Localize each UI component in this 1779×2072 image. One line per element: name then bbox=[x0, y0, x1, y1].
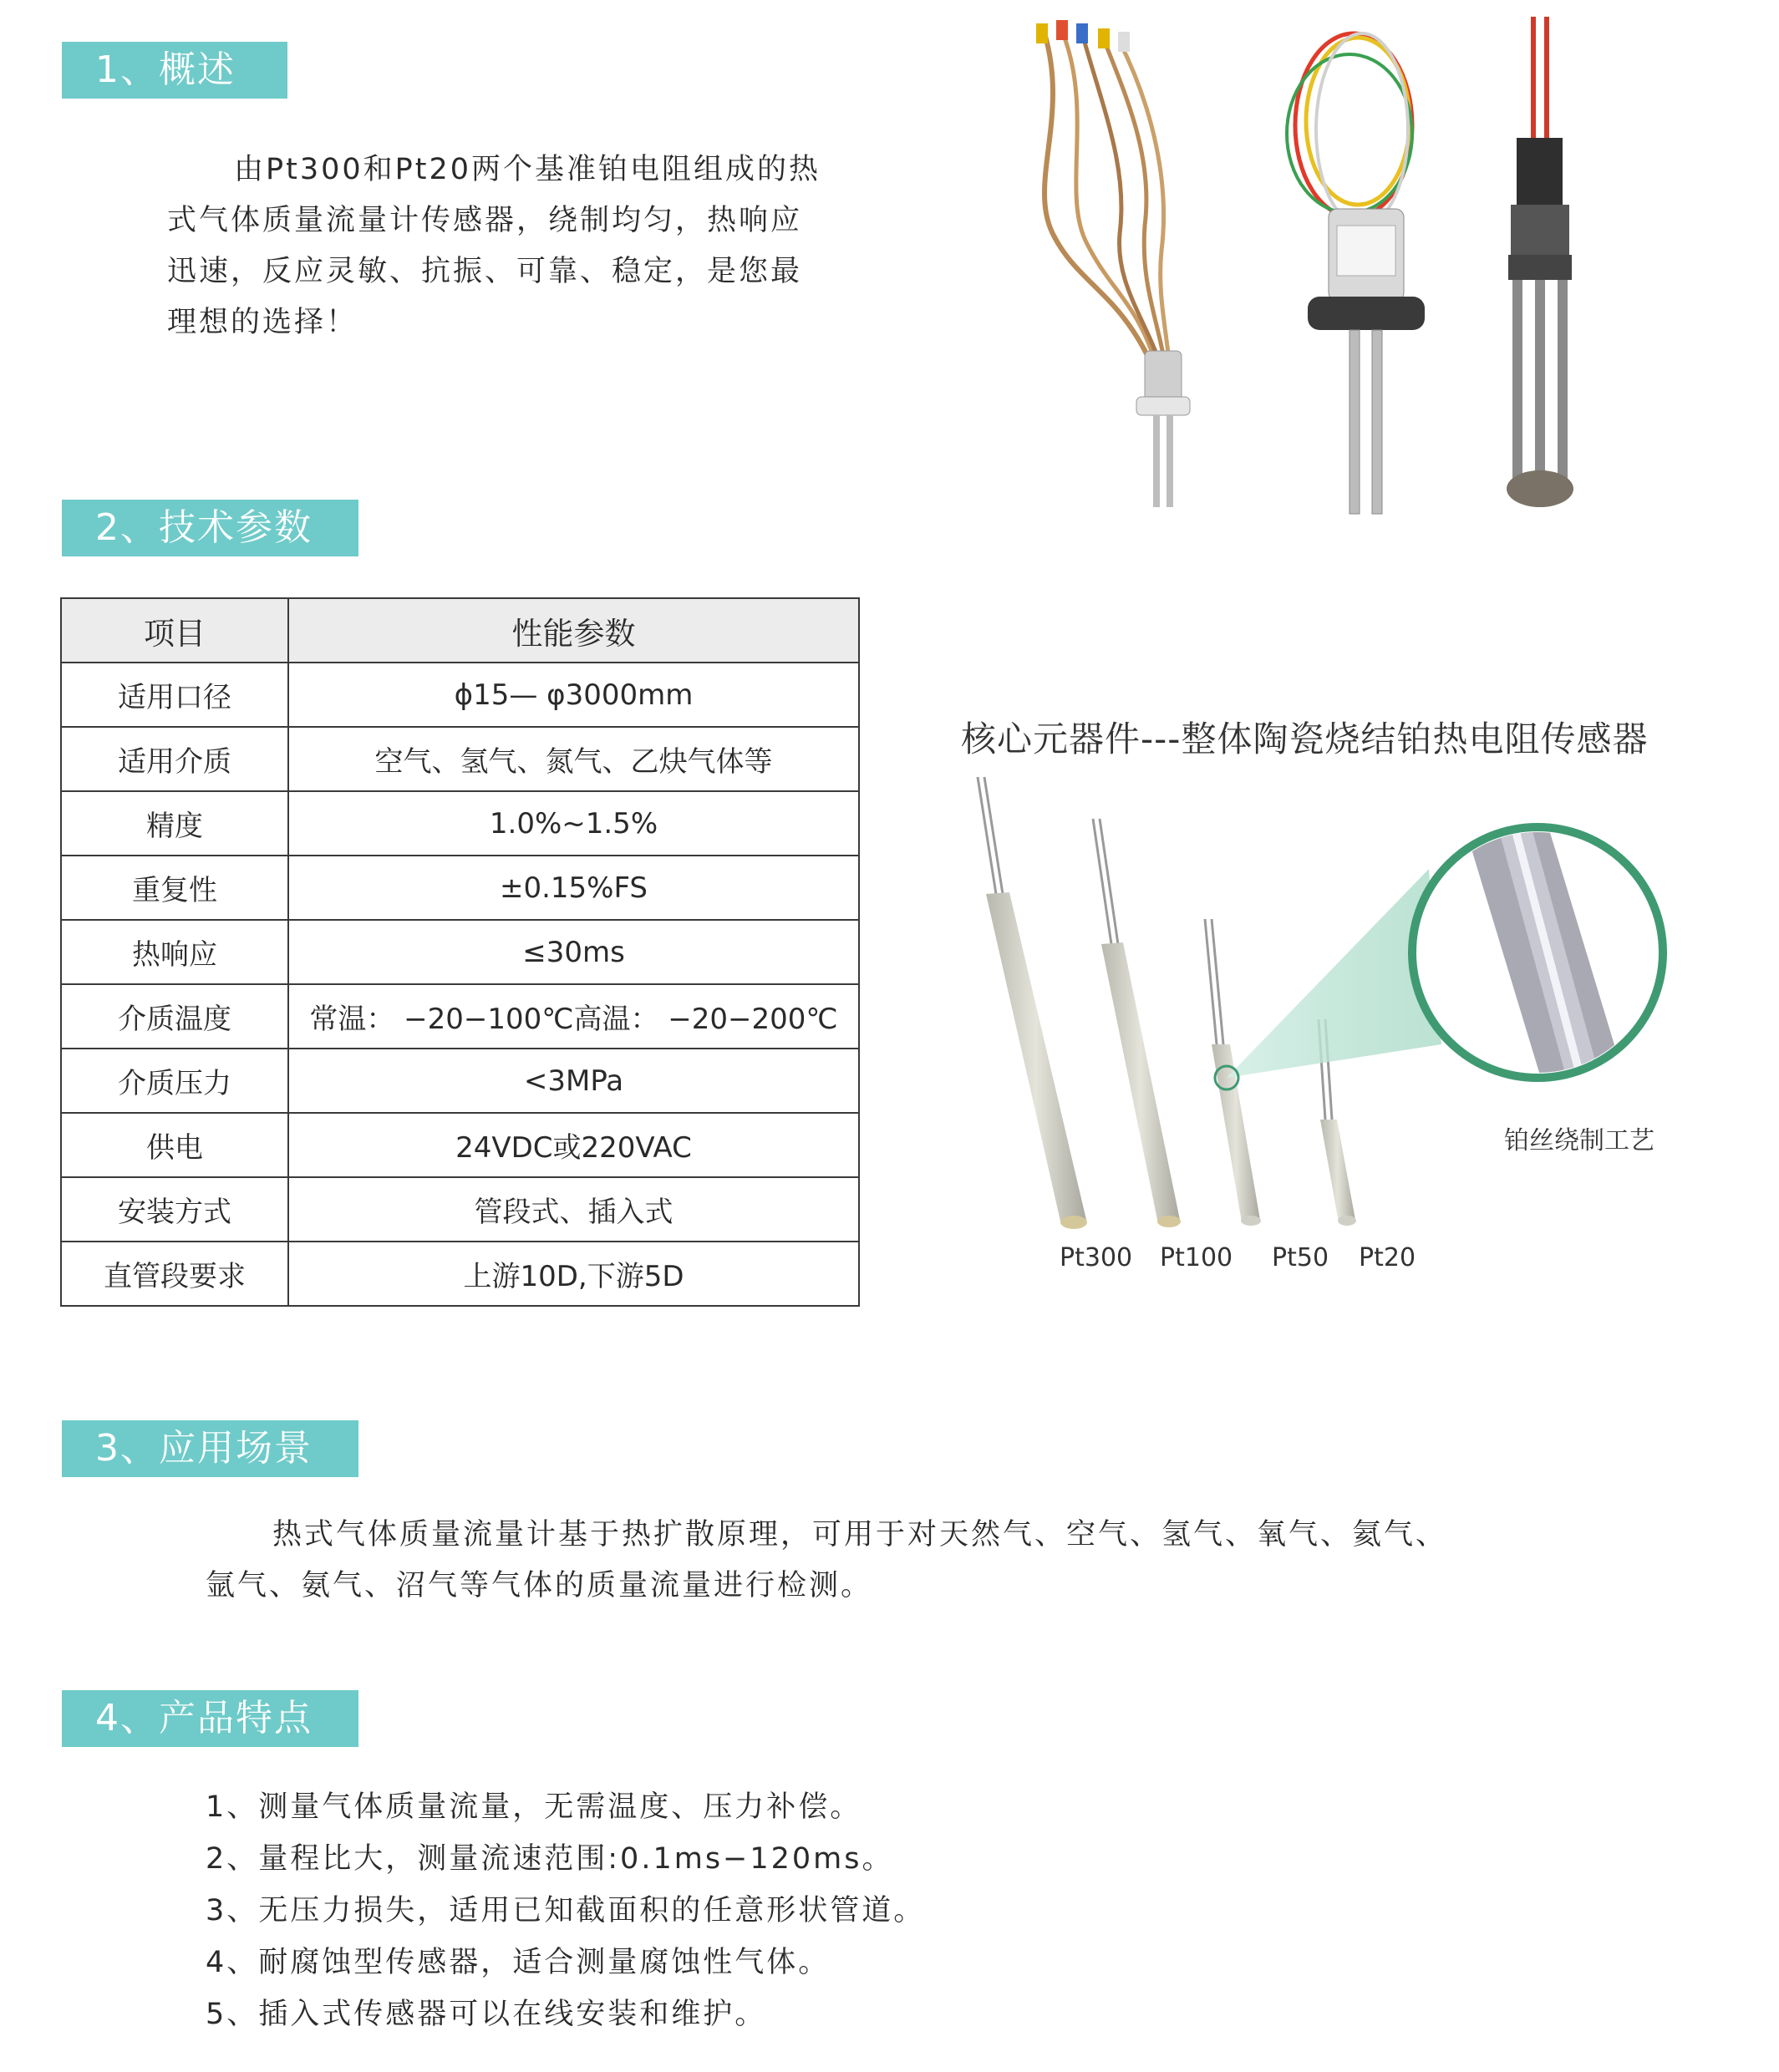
spec-item: 重复性 bbox=[61, 856, 288, 920]
list-item: 4、耐腐蚀型传感器，适合测量腐蚀性气体。 bbox=[206, 1946, 831, 1979]
application-line: 热式气体质量流量计基于热扩散原理，可用于对天然气、空气、氢气、氧气、氦气、 bbox=[272, 1518, 1448, 1551]
section-heading-application: 3、应用场景 bbox=[62, 1420, 358, 1477]
overview-line: 理想的选择！ bbox=[167, 306, 358, 339]
table-row bbox=[61, 1242, 859, 1306]
spec-value: ϕ15— φ3000mm bbox=[288, 663, 859, 727]
section-heading-specs: 2、技术参数 bbox=[62, 500, 358, 556]
section-heading-overview: 1、概述 bbox=[62, 42, 287, 99]
spec-item: 直管段要求 bbox=[61, 1242, 288, 1306]
spec-item: 供电 bbox=[61, 1113, 288, 1177]
sensor-label-pt20: Pt20 bbox=[1359, 1243, 1416, 1272]
sensor-label-pt50: Pt50 bbox=[1272, 1243, 1329, 1272]
spec-item: 热响应 bbox=[61, 920, 288, 984]
table-row bbox=[61, 1049, 859, 1113]
list-item: 3、无压力损失，适用已知截面积的任意形状管道。 bbox=[206, 1894, 926, 1927]
spec-value: 空气、氢气、氮气、乙炔气体等 bbox=[288, 727, 859, 791]
section-heading-features: 4、产品特点 bbox=[62, 1690, 358, 1747]
sensor-label-pt100: Pt100 bbox=[1160, 1243, 1233, 1272]
platinum-wire-zoom-image bbox=[1412, 819, 1663, 1094]
table-row bbox=[61, 727, 859, 791]
overview-line: 式气体质量流量计传感器，绕制均匀，热响应 bbox=[167, 204, 803, 237]
sensor-pt100-image bbox=[1093, 819, 1181, 1227]
features-list bbox=[206, 1781, 925, 2040]
zoom-label: 铂丝绕制工艺 bbox=[1504, 1126, 1654, 1155]
probe-housing-image bbox=[1287, 33, 1425, 514]
spec-value: 常温： −20−100℃高温： −20−200℃ bbox=[288, 984, 859, 1049]
ceramic-sensors-figure bbox=[961, 769, 1680, 1253]
spec-item: 适用口径 bbox=[61, 663, 288, 727]
table-row bbox=[61, 1113, 859, 1177]
overview-line: 迅速，反应灵敏、抗振、可靠、稳定，是您最 bbox=[167, 255, 803, 288]
table-row bbox=[61, 920, 859, 984]
spec-item: 安装方式 bbox=[61, 1177, 288, 1242]
spec-value: 24VDC或220VAC bbox=[288, 1113, 859, 1177]
table-row bbox=[61, 856, 859, 920]
spec-value: 管段式、插入式 bbox=[288, 1177, 859, 1242]
spec-value: 上游10D,下游5D bbox=[288, 1242, 859, 1306]
spec-value: <3MPa bbox=[288, 1049, 859, 1113]
spec-table bbox=[60, 597, 860, 1307]
column-header-value: 性能参数 bbox=[288, 598, 859, 663]
sensor-label-pt300: Pt300 bbox=[1060, 1243, 1133, 1272]
product-photos bbox=[1019, 17, 1621, 535]
spec-item: 介质压力 bbox=[61, 1049, 288, 1113]
probe-braided-image bbox=[1036, 20, 1190, 507]
spec-item: 精度 bbox=[61, 791, 288, 856]
zoom-cone bbox=[1227, 869, 1441, 1078]
table-header-row bbox=[61, 598, 859, 663]
spec-item: 适用介质 bbox=[61, 727, 288, 791]
core-component-caption: 核心元器件---整体陶瓷烧结铂热电阻传感器 bbox=[961, 719, 1649, 759]
overview-line: 由Pt300和Pt20两个基准铂电阻组成的热 bbox=[234, 153, 821, 186]
overview-paragraph bbox=[167, 145, 886, 348]
sensor-pt300-image bbox=[978, 777, 1087, 1229]
column-header-item: 项目 bbox=[61, 598, 288, 663]
list-item: 2、量程比大，测量流速范围:0.1ms−120ms。 bbox=[206, 1842, 894, 1876]
list-item: 1、测量气体质量流量，无需温度、压力补偿。 bbox=[206, 1790, 862, 1824]
table-row bbox=[61, 791, 859, 856]
list-item: 5、插入式传感器可以在线安装和维护。 bbox=[206, 1998, 767, 2031]
table-row bbox=[61, 663, 859, 727]
spec-item: 介质温度 bbox=[61, 984, 288, 1049]
application-paragraph bbox=[206, 1510, 1576, 1612]
spec-value: ≤30ms bbox=[288, 920, 859, 984]
table-row bbox=[61, 1177, 859, 1242]
table-row bbox=[61, 984, 859, 1049]
application-line: 氩气、氨气、沼气等气体的质量流量进行检测。 bbox=[206, 1569, 873, 1602]
spec-value: 1.0%~1.5% bbox=[288, 791, 859, 856]
probe-cage-image bbox=[1507, 17, 1573, 507]
spec-value: ±0.15%FS bbox=[288, 856, 859, 920]
